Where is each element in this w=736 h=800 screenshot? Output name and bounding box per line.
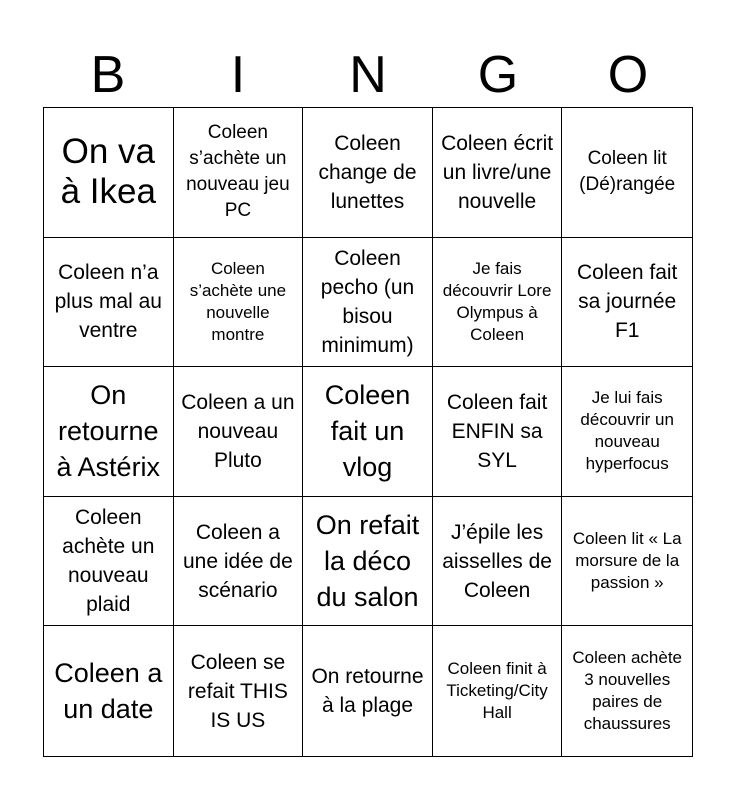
bingo-cell[interactable] xyxy=(174,108,304,238)
cell-text: On retourne à la plage xyxy=(311,665,424,718)
bingo-cell[interactable] xyxy=(562,238,692,368)
header-letter-b: B xyxy=(90,46,126,104)
bingo-cell[interactable] xyxy=(562,626,692,756)
cell-text: On va à Ikea xyxy=(60,132,156,212)
bingo-cell[interactable] xyxy=(44,626,174,756)
cell-text: Je lui fais découvrir un nouveau hyperfocus xyxy=(580,388,674,474)
cell-text: Coleen s’achète un nouveau jeu PC xyxy=(186,122,290,222)
bingo-cell[interactable] xyxy=(433,626,563,756)
cell-text: Coleen lit « La morsure de la passion » xyxy=(572,529,682,593)
cell-text: Coleen fait ENFIN sa SYL xyxy=(446,390,548,472)
bingo-cell[interactable] xyxy=(174,626,304,756)
bingo-grid xyxy=(43,107,693,757)
cell-text: Coleen fait sa journée F1 xyxy=(576,261,678,343)
cell-text: Coleen se refait THIS IS US xyxy=(187,650,288,732)
bingo-cell[interactable] xyxy=(303,367,433,497)
bingo-cell[interactable] xyxy=(433,367,563,497)
bingo-cell[interactable] xyxy=(44,497,174,627)
cell-text: Coleen pecho (un bisou minimum) xyxy=(320,246,415,357)
cell-text: Coleen a un date xyxy=(54,658,163,725)
cell-text: Coleen écrit un livre/une nouvelle xyxy=(441,131,554,213)
cell-text: On retourne à Astérix xyxy=(56,380,161,483)
cell-text: Coleen change de lunettes xyxy=(318,131,417,213)
header-letter-n: N xyxy=(349,46,387,104)
cell-text: Coleen finit à Ticketing/City Hall xyxy=(446,659,548,723)
bingo-cell[interactable] xyxy=(303,238,433,368)
cell-text: Coleen achète un nouveau plaid xyxy=(62,506,155,617)
header-letter-i: I xyxy=(230,46,246,104)
cell-text: Coleen a une idée de scénario xyxy=(183,520,293,602)
bingo-header xyxy=(43,44,693,106)
cell-text: Je fais découvrir Lore Olympus à Coleen xyxy=(442,258,552,344)
cell-text: Coleen s’achète une nouvelle montre xyxy=(189,258,287,344)
bingo-cell[interactable] xyxy=(433,238,563,368)
cell-text: Coleen fait un vlog xyxy=(324,380,411,483)
bingo-cell[interactable] xyxy=(433,108,563,238)
cell-text: On refait la déco du salon xyxy=(315,510,420,613)
bingo-cell[interactable] xyxy=(174,367,304,497)
bingo-cell[interactable] xyxy=(44,238,174,368)
bingo-cell[interactable] xyxy=(303,626,433,756)
cell-text: Coleen achète 3 nouvelles paires de chaussures xyxy=(572,648,683,734)
bingo-cell[interactable] xyxy=(44,108,174,238)
bingo-cell[interactable] xyxy=(433,497,563,627)
bingo-cell[interactable] xyxy=(562,367,692,497)
cell-text: J’épile les aisselles de Coleen xyxy=(442,520,552,602)
header-letter-o: O xyxy=(607,46,649,104)
header-letter-g: G xyxy=(477,46,519,104)
cell-text: Coleen lit (Dé)rangée xyxy=(579,148,676,196)
bingo-cell[interactable] xyxy=(562,497,692,627)
bingo-cell[interactable] xyxy=(44,367,174,497)
bingo-cell[interactable] xyxy=(562,108,692,238)
cell-text: Coleen n’a plus mal au ventre xyxy=(54,261,162,343)
bingo-cell[interactable] xyxy=(303,108,433,238)
bingo-cell[interactable] xyxy=(174,238,304,368)
bingo-cell[interactable] xyxy=(174,497,304,627)
cell-text: Coleen a un nouveau Pluto xyxy=(181,390,295,472)
bingo-cell[interactable] xyxy=(303,497,433,627)
